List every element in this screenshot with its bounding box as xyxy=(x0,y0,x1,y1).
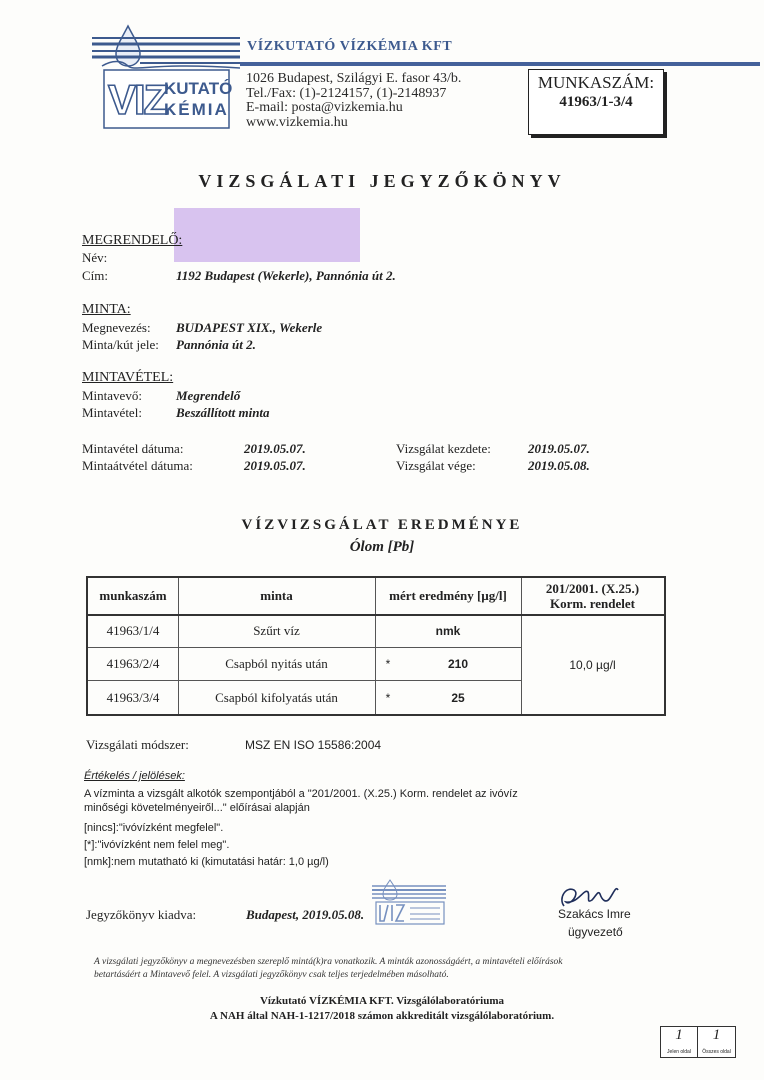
mintaatvetel-datum-value: 2019.05.07. xyxy=(244,458,306,473)
evaluation-line2: minőségi követelményeiről..." előírásai alapján xyxy=(84,802,310,814)
evaluation-heading: Értékelés / jelölések: xyxy=(84,770,185,782)
row3-eredmeny: 25 xyxy=(451,690,465,705)
mintavetel-datum-label: Mintavétel dátuma: xyxy=(82,441,184,456)
col-header-rendelet xyxy=(521,578,664,614)
col-header-rendelet-line1: 201/2001. (X.25.) xyxy=(545,581,640,596)
row3-flag: * xyxy=(385,690,391,705)
logo-kemia-text: KÉMIA xyxy=(164,100,229,119)
minta-jele-value: Pannónia út 2. xyxy=(176,337,256,352)
row3-munkaszam: 41963/3/4 xyxy=(106,689,160,705)
row1-munkaszam: 41963/1/4 xyxy=(106,623,160,638)
cim-label: Cím: xyxy=(82,268,109,283)
signer-title: ügyvezető xyxy=(568,925,623,939)
current-page-label: Jelen oldal xyxy=(667,1049,691,1055)
company-logo xyxy=(92,22,240,132)
col-header-munkaszam: munkaszám xyxy=(99,588,167,603)
total-pages: 1 xyxy=(712,1027,721,1043)
document-title: VIZSGÁLATI JEGYZŐKÖNYV xyxy=(198,171,566,191)
vizsgalat-vege-label: Vizsgálat vége: xyxy=(396,458,476,473)
evaluation-line1: A vízminta a vizsgált alkotók szempontjából a "201/2001. (X.25.) Korm. rendelet az ivóvíz xyxy=(84,788,518,800)
mintaatvetel-datum-label: Mintaátvétel dátuma: xyxy=(82,458,193,473)
legend-nmk: [nmk]:nem mutatható ki (kimutatási határ: 1,0 µg/l) xyxy=(84,856,329,868)
row2-flag: * xyxy=(385,657,391,671)
results-subtitle: Ólom [Pb] xyxy=(349,539,415,555)
company-phone: Tel./Fax: (1)-2124157, (1)-2148937 xyxy=(246,85,447,101)
footer-lab-line: Vízkutató VÍZKÉMIA KFT. Vizsgálólaboratóriuma xyxy=(259,995,505,1007)
results-title: VÍZVIZSGÁLAT EREDMÉNYE xyxy=(241,517,523,533)
footer-accreditation-line: A NAH által NAH-1-1217/2018 számon akkreditált vizsgálólaboratórium. xyxy=(209,1010,555,1022)
limit-value: 10,0 µg/l xyxy=(569,657,616,672)
minta-heading: MINTA: xyxy=(82,302,131,317)
stamp-logo-icon xyxy=(370,878,448,928)
row2-minta: Csapból nyitás után xyxy=(225,656,328,671)
total-pages-label: Összes oldal xyxy=(702,1049,731,1055)
company-stamp xyxy=(370,878,448,928)
munkaszam-label: MUNKASZÁM: xyxy=(537,73,655,92)
munkaszam-box xyxy=(528,69,664,135)
mintavetel-heading: MINTAVÉTEL: xyxy=(82,370,174,385)
row3-minta: Csapból kifolyatás után xyxy=(215,689,338,705)
legend-star: [*]:"ivóvízként nem felel meg". xyxy=(84,839,230,851)
logo-kutato-text: KUTATÓ xyxy=(164,79,233,98)
megrendelo-heading: MEGRENDELŐ: xyxy=(82,233,183,248)
minta-jele-label: Minta/kút jele: xyxy=(82,337,159,352)
header-rule xyxy=(240,62,760,66)
page-counter xyxy=(660,1026,736,1058)
logo-viz-text: VIZ xyxy=(108,76,168,123)
mintavevo-value: Megrendelő xyxy=(176,388,241,403)
mintavetel-datum-value: 2019.05.07. xyxy=(244,441,306,456)
megnevezes-value: BUDAPEST XIX., Wekerle xyxy=(176,320,323,335)
footer-disclaimer-line1: A vizsgálati jegyzőkönyv a megnevezésben szereplő mintá(k)ra vonatkozik. A minták azonosságáért, a mintavételi előírások xyxy=(94,957,563,967)
footer-accreditation xyxy=(0,994,764,1024)
results-table xyxy=(86,576,666,716)
vizsgalat-kezdete-label: Vizsgálat kezdete: xyxy=(396,441,491,456)
issued-label: Jegyzőkönyv kiadva: xyxy=(86,907,197,922)
footer-disclaimer-line2: betartásáért a Mintavevő felel. A vizsgálati jegyzőkönyv csak teljes terjedelmében másolható. xyxy=(94,970,449,980)
company-address: 1026 Budapest, Szilágyi E. fasor 43/b. xyxy=(246,71,462,86)
col-header-rendelet-line2: Korm. rendelet xyxy=(550,596,635,611)
cim-value: 1192 Budapest (Wekerle), Pannónia út 2. xyxy=(176,268,396,283)
nev-label: Név: xyxy=(82,250,108,265)
munkaszam-value: 41963/1-3/4 xyxy=(559,94,633,110)
vizsgalat-vege-value: 2019.05.08. xyxy=(528,458,590,473)
col-header-minta: minta xyxy=(260,588,293,603)
current-page: 1 xyxy=(675,1027,683,1043)
row1-minta: Szűrt víz xyxy=(253,623,300,638)
company-email: E-mail: posta@vizkemia.hu xyxy=(246,100,403,115)
col-header-eredmeny: mért eredmény [µg/l] xyxy=(389,588,507,603)
row2-munkaszam: 41963/2/4 xyxy=(106,656,160,671)
mintavetel-label: Mintavétel: xyxy=(82,405,142,420)
megnevezes-label: Megnevezés: xyxy=(82,320,151,335)
method-label: Vizsgálati módszer: xyxy=(86,737,189,752)
row1-eredmeny: nmk xyxy=(435,624,461,638)
mintavetel-value: Beszállított minta xyxy=(176,405,270,420)
company-name: VÍZKUTATÓ VÍZKÉMIA KFT xyxy=(247,39,453,54)
method-value: MSZ EN ISO 15586:2004 xyxy=(245,738,382,752)
vizsgalat-kezdete-value: 2019.05.07. xyxy=(528,441,590,456)
signer-name: Szakács Imre xyxy=(558,907,631,921)
legend-nincs: [nincs]:"ivóvízként megfelel". xyxy=(84,822,224,834)
redaction-block xyxy=(174,208,360,262)
issued-value: Budapest, 2019.05.08. xyxy=(246,907,365,922)
row2-eredmeny: 210 xyxy=(447,657,469,671)
footer-disclaimer xyxy=(94,956,724,982)
company-contacts xyxy=(246,72,461,130)
mintavevo-label: Mintavevő: xyxy=(82,388,142,403)
company-website: www.vizkemia.hu xyxy=(246,114,348,130)
